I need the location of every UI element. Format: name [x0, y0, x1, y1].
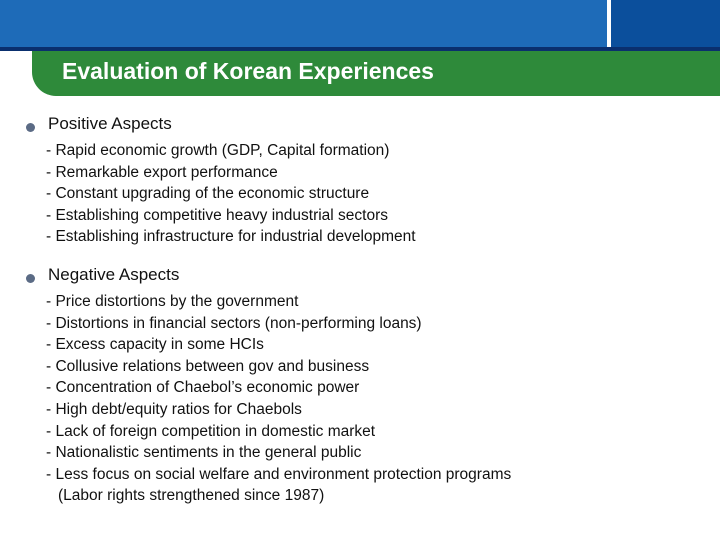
list-item: - Excess capacity in some HCIs — [46, 336, 264, 354]
positive-aspects-list — [0, 140, 720, 248]
section-heading: Positive Aspects — [48, 114, 172, 133]
negative-aspects-section — [0, 265, 720, 507]
list-item: - Rapid economic growth (GDP, Capital formation) — [46, 142, 390, 159]
list-item: - Nationalistic sentiments in the general public — [46, 444, 362, 462]
list-item-continuation: (Labor rights strengthened since 1987) — [58, 487, 325, 505]
list-item: - Establishing infrastructure for industrial development — [46, 228, 416, 246]
bullet-icon — [26, 123, 35, 132]
list-item: - Collusive relations between gov and business — [46, 357, 370, 375]
list-item: - Price distortions by the government — [46, 293, 299, 310]
header-bar-accent — [611, 0, 720, 47]
list-item: - Lack of foreign competition in domestic market — [46, 422, 376, 440]
list-item: - Concentration of Chaebol’s economic power — [46, 379, 360, 397]
list-item: - Remarkable export performance — [46, 163, 278, 181]
bullet-icon — [26, 274, 35, 283]
header-bar — [0, 0, 607, 47]
list-item: - High debt/equity ratios for Chaebols — [46, 400, 302, 418]
page-title: Evaluation of Korean Experiences — [62, 58, 434, 84]
list-item: - Less focus on social welfare and environment protection programs — [46, 465, 512, 483]
list-item: - Distortions in financial sectors (non-performing loans) — [46, 314, 422, 332]
list-item: - Establishing competitive heavy industrial sectors — [46, 206, 389, 224]
section-heading: Negative Aspects — [48, 265, 180, 284]
positive-aspects-section — [0, 114, 720, 248]
negative-aspects-list — [0, 291, 720, 507]
list-item: - Constant upgrading of the economic structure — [46, 185, 370, 203]
